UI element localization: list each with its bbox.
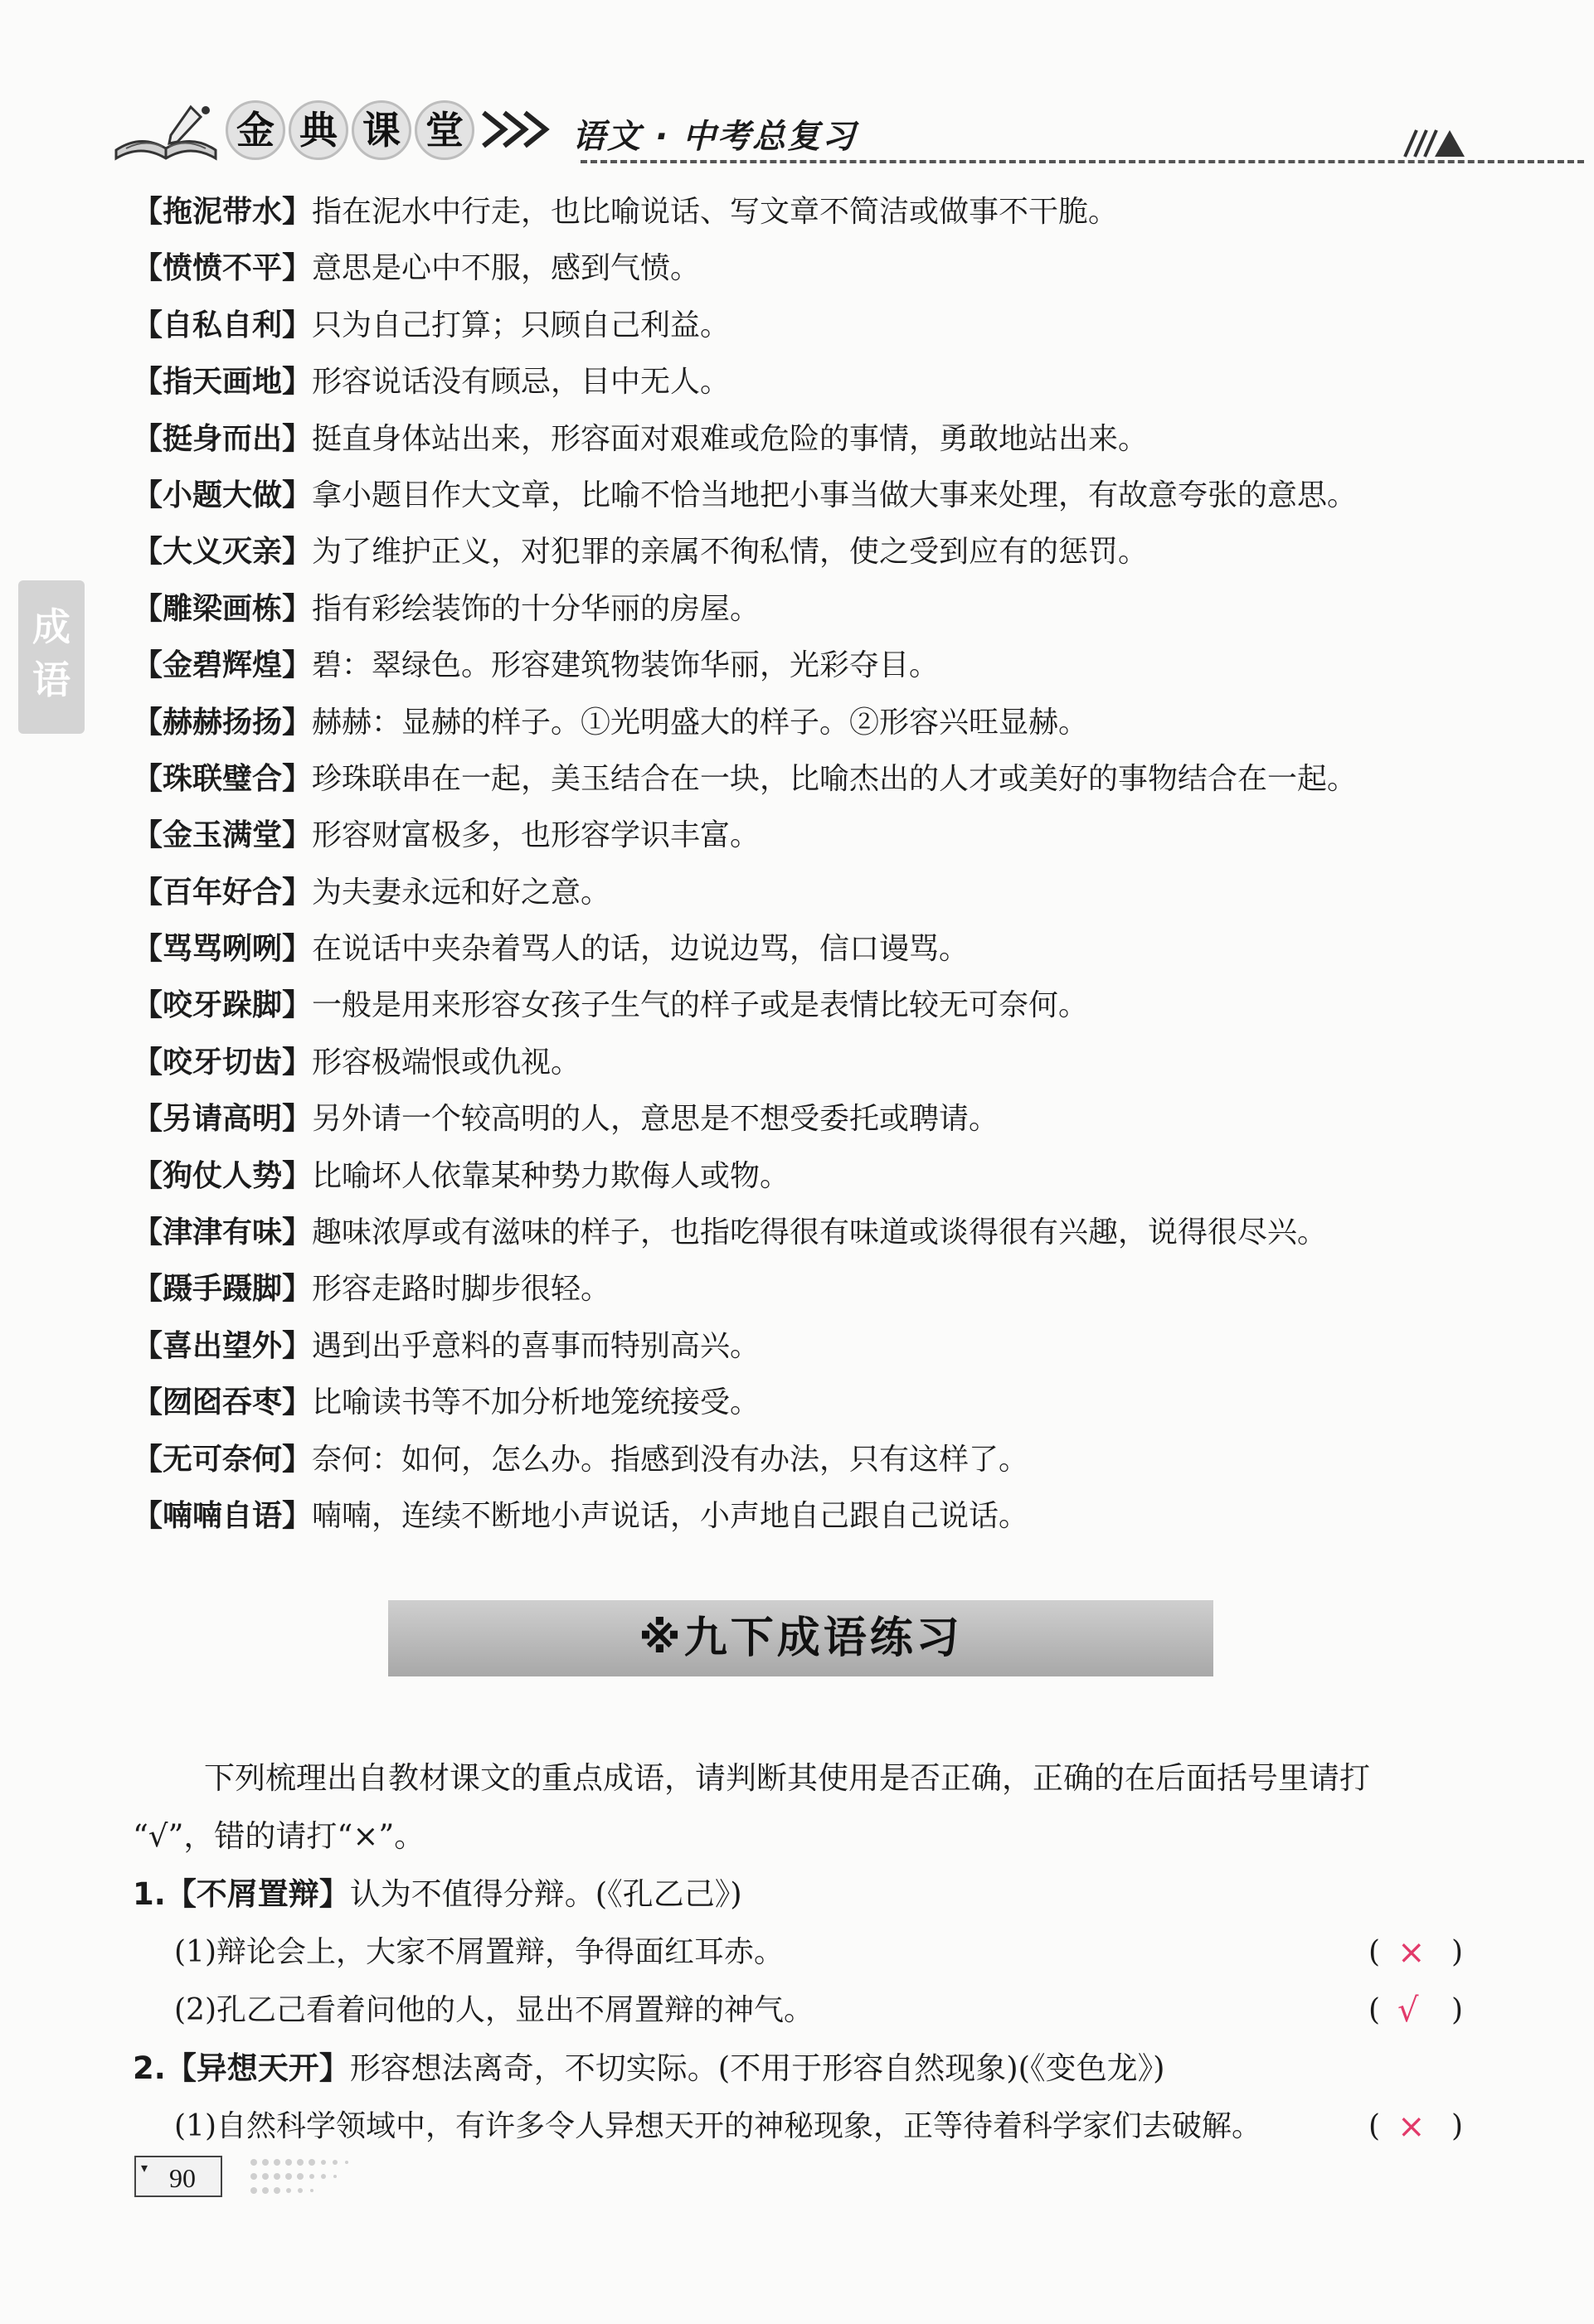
idiom-entry (133, 1261, 1493, 1317)
idiom-definition: 为夫妻永远和好之意。 (312, 875, 611, 910)
idiom-definition: 形容说话没有顾忌，目中无人。 (312, 365, 731, 400)
idiom-definition: 形容财富极多，也形容学识丰富。 (312, 818, 761, 853)
question-number: 2. (133, 2050, 166, 2086)
idiom-entry (133, 1318, 1493, 1375)
idiom-term: 【百年好合】 (133, 875, 313, 910)
idiom-term: 【蹑手蹑脚】 (133, 1272, 313, 1307)
page-number-box (134, 2156, 222, 2197)
idiom-entry (133, 298, 1493, 354)
idiom-term: 【赫赫扬扬】 (133, 705, 313, 740)
idiom-entry (133, 184, 1493, 240)
page-header (108, 95, 1468, 170)
idiom-definition: 奈何：如何，怎么办。指感到没有办法，只有这样了。 (312, 1442, 1029, 1477)
idiom-term: 【大义灭亲】 (133, 535, 313, 570)
question-2-option-1: (1)自然科学领域中，有许多令人异想天开的神秘现象，正等待着科学家们去破解。 (174, 2109, 1261, 2143)
idiom-entry (133, 1148, 1493, 1205)
series-char-3: 课 (352, 100, 411, 160)
question-term: 【不屑置辩】 (165, 1876, 350, 1912)
idiom-term: 【狗仗人势】 (133, 1158, 313, 1193)
page-number: 90 (169, 2163, 196, 2193)
open-book-icon (108, 100, 224, 167)
idiom-entry (133, 865, 1493, 921)
idiom-term: 【指天画地】 (133, 365, 313, 400)
idiom-term: 【另请高明】 (133, 1102, 313, 1137)
series-char-4: 堂 (415, 100, 474, 160)
cross-mark-icon: × (1397, 1933, 1426, 1972)
idiom-entry (133, 1375, 1493, 1431)
idiom-definition: 趣味浓厚或有滋味的样子，也指吃得很有味道或谈得很有兴趣，说得很尽兴。 (312, 1215, 1328, 1250)
idiom-entry (133, 240, 1493, 297)
idiom-entry (133, 751, 1493, 808)
idiom-entry (133, 1432, 1493, 1488)
idiom-definition: 在说话中夹杂着骂人的话，边说边骂，信口谩骂。 (312, 932, 970, 967)
idiom-definition: 一般是用来形容女孩子生气的样子或是表情比较无可奈何。 (312, 988, 1089, 1023)
idiom-term: 【喜出望外】 (133, 1328, 313, 1363)
answer-paren-open: ( (1368, 1993, 1381, 2027)
idiom-entry (133, 1091, 1493, 1147)
idiom-term: 【无可奈何】 (133, 1442, 313, 1477)
idiom-term: 【金玉满堂】 (133, 818, 313, 853)
idiom-definition: 另外请一个较高明的人，意思是不想受委托或聘请。 (312, 1102, 999, 1137)
check-mark-icon: √ (1397, 1992, 1419, 2030)
series-char-2: 典 (289, 100, 348, 160)
cross-mark-icon: × (1397, 2108, 1426, 2146)
idiom-entry (133, 468, 1493, 524)
idiom-definition: 赫赫：显赫的样子。①光明盛大的样子。②形容兴旺显赫。 (312, 705, 1089, 740)
idiom-definition: 珍珠联串在一起，美玉结合在一块，比喻杰出的人才或美好的事物结合在一起。 (312, 761, 1358, 796)
answer-paren-open: ( (1368, 1935, 1381, 1969)
idiom-term: 【津津有味】 (133, 1215, 313, 1250)
instructions-line-1: 下列梳理出自教材课文的重点成语，请判断其使用是否正确，正确的在后面括号里请打 (204, 1760, 1370, 1796)
side-tab-char-1: 成 (32, 604, 70, 649)
idiom-term: 【金碧辉煌】 (133, 648, 313, 683)
answer-paren-open: ( (1368, 2109, 1381, 2143)
side-tab-char-2: 语 (32, 657, 70, 702)
idiom-term: 【拖泥带水】 (133, 195, 313, 229)
idiom-definition: 指在泥水中行走，也比喻说话、写文章不简洁或做事不干脆。 (312, 195, 1119, 229)
question-definition: 形容想法离奇，不切实际。(不用于形容自然现象)(《变色龙》) (349, 2050, 1165, 2086)
idiom-term: 【骂骂咧咧】 (133, 932, 313, 967)
idiom-entry (133, 695, 1493, 751)
idiom-definition: 比喻坏人依靠某种势力欺侮人或物。 (312, 1158, 790, 1193)
book-subtitle: 语文 · 中考总复习 (572, 118, 858, 156)
question-1 (133, 1866, 742, 1924)
idiom-term: 【喃喃自语】 (133, 1498, 313, 1533)
answer-paren-close: ) (1451, 2109, 1464, 2143)
section-title: ※九下成语练习 (639, 1613, 963, 1663)
idiom-definition: 碧：翠绿色。形容建筑物装饰华丽，光彩夺目。 (312, 648, 940, 683)
idiom-definition: 意思是心中不服，感到气愤。 (312, 251, 701, 286)
header-dashed-rule (581, 160, 1584, 163)
idiom-definition: 遇到出乎意料的喜事而特别高兴。 (312, 1328, 761, 1363)
answer-paren-close: ) (1451, 1993, 1464, 2027)
double-chevron-icon (479, 109, 562, 150)
question-definition: 认为不值得分辩。(《孔乙己》) (349, 1876, 742, 1912)
side-tab-idioms (18, 580, 85, 734)
question-1-option-2: (2)孔乙己看着问他的人，显出不屑置辩的神气。 (174, 1993, 814, 2027)
idiom-definition: 拿小题目作大文章，比喻不恰当地把小事当做大事来处理，有故意夸张的意思。 (312, 478, 1358, 512)
idiom-entry (133, 1205, 1493, 1261)
triangle-marker-icon: ▾ (141, 2161, 148, 2176)
idiom-entry (133, 1035, 1493, 1091)
idiom-entry (133, 411, 1493, 468)
idiom-definition: 形容极端恨或仇视。 (312, 1045, 581, 1080)
idiom-definition: 只为自己打算；只顾自己利益。 (312, 308, 731, 342)
idiom-definition: 指有彩绘装饰的十分华丽的房屋。 (312, 591, 761, 626)
idiom-entry (133, 921, 1493, 978)
idiom-term: 【小题大做】 (133, 478, 313, 512)
idiom-term: 【囫囵吞枣】 (133, 1385, 313, 1420)
idiom-definition: 比喻读书等不加分析地笼统接受。 (312, 1385, 761, 1420)
question-2 (133, 2040, 1165, 2098)
idiom-entry (133, 524, 1493, 580)
answer-paren-close: ) (1451, 1935, 1464, 1969)
idiom-definition: 喃喃，连续不断地小声说话，小声地自己跟自己说话。 (312, 1498, 1029, 1533)
idiom-term: 【愤愤不平】 (133, 251, 313, 286)
question-1-option-1: (1)辩论会上，大家不屑置辩，争得面红耳赤。 (174, 1935, 784, 1969)
idiom-term: 【雕梁画栋】 (133, 591, 313, 626)
idiom-term: 【挺身而出】 (133, 421, 313, 456)
series-char-1: 金 (226, 100, 285, 160)
idiom-entry (133, 581, 1493, 638)
idiom-definition: 为了维护正义，对犯罪的亲属不徇私情，使之受到应有的惩罚。 (312, 535, 1149, 570)
idiom-term: 【珠联璧合】 (133, 761, 313, 796)
idiom-list (133, 184, 1493, 1545)
idiom-term: 【咬牙切齿】 (133, 1045, 313, 1080)
idiom-entry (133, 354, 1493, 410)
idiom-definition: 挺直身体站出来，形容面对艰难或危险的事情，勇敢地站出来。 (312, 421, 1149, 456)
idiom-definition: 形容走路时脚步很轻。 (312, 1272, 611, 1307)
corner-stripes-icon (1402, 125, 1468, 158)
instructions-line-2: “√”，错的请打“×”。 (133, 1818, 425, 1854)
idiom-entry (133, 978, 1493, 1034)
idiom-entry (133, 1488, 1493, 1545)
section-banner (388, 1600, 1213, 1676)
idiom-term: 【咬牙跺脚】 (133, 988, 313, 1023)
dot-pattern-decoration (249, 2156, 398, 2197)
idiom-term: 【自私自利】 (133, 308, 313, 342)
question-number: 1. (133, 1876, 166, 1912)
idiom-entry (133, 808, 1493, 864)
idiom-entry (133, 638, 1493, 694)
question-term: 【异想天开】 (165, 2050, 350, 2086)
